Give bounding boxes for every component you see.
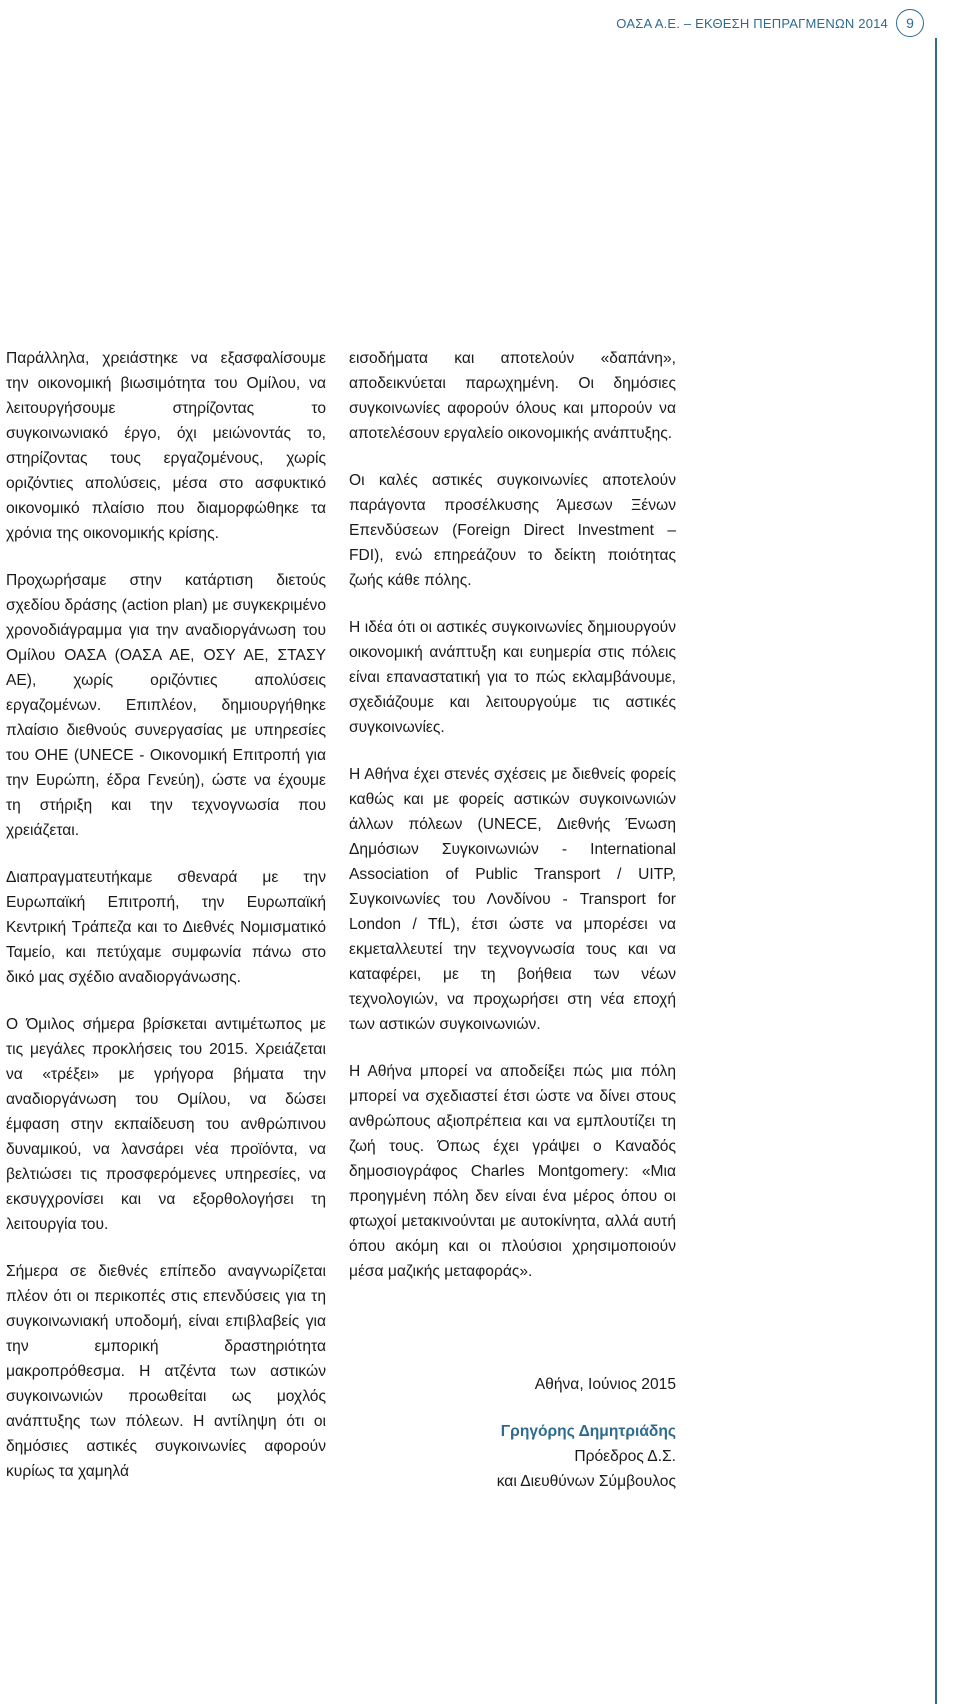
paragraph: Προχωρήσαμε στην κατάρτιση διετούς σχεδίου δράσης (action plan) με συγκεκριμένο χρονοδιάγραμμα για την αναδιοργάνωση του Ομίλου ΟΑΣΑ (ΟΑΣΑ ΑΕ, ΟΣΥ ΑΕ, ΣΤΑΣΥ ΑΕ), χωρίς οριζόντιες απολύσεις εργαζομένων. Επιπλέον, δημιουργήθηκε πλαίσιο διεθνούς συνεργασίας με υπηρεσίες του ΟΗΕ (UNECE - Οικονομική Επιτροπή για την Ευρώπη, έδρα Γενεύη), ώστε να έχουμε τη στήριξη και την τεχνογνωσία που χρειάζεται. xyxy=(6,572,326,839)
paragraph: Η Αθήνα έχει στενές σχέσεις με διεθνείς φορείς καθώς και με φορείς αστικών συγκοινωνιών άλλων πόλεων (UNECE, Διεθνής Ένωση Δημόσιων Συγκοινωνιών - International Association of Public Transport / UITP, Συγκοινωνίες του Λονδίνου - Transport for London / TfL), έτσι ώστε να μπορέσει να εκμεταλλευτεί την τεχνογνωσία τους και να καταφέρει, με τη βοήθεια των νέων τεχνολογιών, να προχωρήσει στη νέα εποχή των αστικών συγκοινωνιών. xyxy=(349,766,676,1033)
right-column xyxy=(349,346,676,1306)
margin-rule xyxy=(935,38,937,1704)
paragraph: Διαπραγματευτήκαμε σθεναρά με την Ευρωπαϊκή Επιτροπή, την Ευρωπαϊκή Κεντρική Τράπεζα και το Διεθνές Νομισματικό Ταμείο, και πετύχαμε συμφωνία πάνω στο δικό μας σχέδιο αναδιοργάνωσης. xyxy=(6,869,326,986)
signatory-role: Πρόεδρος Δ.Σ. xyxy=(574,1448,676,1465)
paragraph: Ο Όμιλος σήμερα βρίσκεται αντιμέτωπος με τις μεγάλες προκλήσεις του 2015. Χρειάζεται να «τρέξει» με γρήγορα βήματα την αναδιοργάνωση του Ομίλου, να δώσει έμφαση στην εκπαίδευση του ανθρώπινου δυναμικού, να λανσάρει νέα προϊόντα, να βελτιώσει τις προσφερόμενες υπηρεσίες, να εκσυγχρονίσει και να εξορθολογήσει τη λειτουργία του. xyxy=(6,1016,326,1233)
signatory-role-2: και Διευθύνων Σύμβουλος xyxy=(496,1473,676,1490)
paragraph: Η Αθήνα μπορεί να αποδείξει πώς μια πόλη μπορεί να σχεδιαστεί έτσι ώστε να δίνει στους ανθρώπους αξιοπρέπεια και να εμπλουτίζει τη ζωή τους. Όπως έχει γράψει ο Καναδός δημοσιογράφος Charles Montgomery: «Μια προηγμένη πόλη δεν είναι ένα μέρος όπου οι φτωχοί μετακινούνται με αυτοκίνητα, αλλά αυτή όπου ακόμη και οι πλούσιοι χρησιμοποιούν μέσα μαζικής μεταφοράς». xyxy=(349,1063,676,1280)
signature-block xyxy=(349,1372,676,1494)
paragraph: Παράλληλα, χρειάστηκε να εξασφαλίσουμε την οικονομική βιωσιμότητα του Ομίλου, να λειτουργήσουμε στηρίζοντας το συγκοινωνιακό έργο, όχι μειώνοντάς το, στηρίζοντας τους εργαζομένους, χωρίς οριζόντιες απολύσεις, μέσα στο ασφυκτικό οικονομικό πλαίσιο που διαμορφώθηκε τα χρόνια της οικονομικής κρίσης. xyxy=(6,350,326,542)
left-column xyxy=(6,346,326,1506)
signatory-name: Γρηγόρης Δημητριάδης xyxy=(500,1423,676,1440)
paragraph: Σήμερα σε διεθνές επίπεδο αναγνωρίζεται πλέον ότι οι περικοπές στις επενδύσεις για τη συγκοινωνιακή υποδομή, είναι επιβλαβείς για την εμπορική δραστηριότητα μακροπρόθεσμα. Η ατζέντα των αστικών συγκοινωνιών προωθείται ως μοχλός ανάπτυξης των πόλεων. Η αντίληψη ότι οι δημόσιες αστικές συγκοινωνίες αφορούν κυρίως τα χαμηλά xyxy=(6,1263,326,1480)
header-title: ΟΑΣΑ Α.Ε. – ΕΚΘΕΣΗ ΠΕΠΡΑΓΜΕΝΩΝ 2014 xyxy=(616,15,888,31)
paragraph: Η ιδέα ότι οι αστικές συγκοινωνίες δημιουργούν οικονομική ανάπτυξη και ευημερία στις πόλεις είναι επαναστατική για το πώς εκλαμβάνουμε, σχεδιάζουμε και λειτουργούμε τις αστικές συγκοινωνίες. xyxy=(349,619,676,736)
place-date: Αθήνα, Ιούνιος 2015 xyxy=(534,1376,676,1393)
paragraph: Οι καλές αστικές συγκοινωνίες αποτελούν παράγοντα προσέλκυσης Άμεσων Ξένων Επενδύσεων (Foreign Direct Investment – FDI), ενώ επηρεάζουν το δείκτη ποιότητας ζωής κάθε πόλης. xyxy=(349,472,676,589)
page-number: 9 xyxy=(896,9,924,37)
paragraph: εισοδήματα και αποτελούν «δαπάνη», αποδεικνύεται παρωχημένη. Οι δημόσιες συγκοινωνίες αφορούν όλους και μπορούν να αποτελέσουν εργαλείο οικονομικής ανάπτυξης. xyxy=(349,350,676,442)
page-header xyxy=(616,9,924,37)
